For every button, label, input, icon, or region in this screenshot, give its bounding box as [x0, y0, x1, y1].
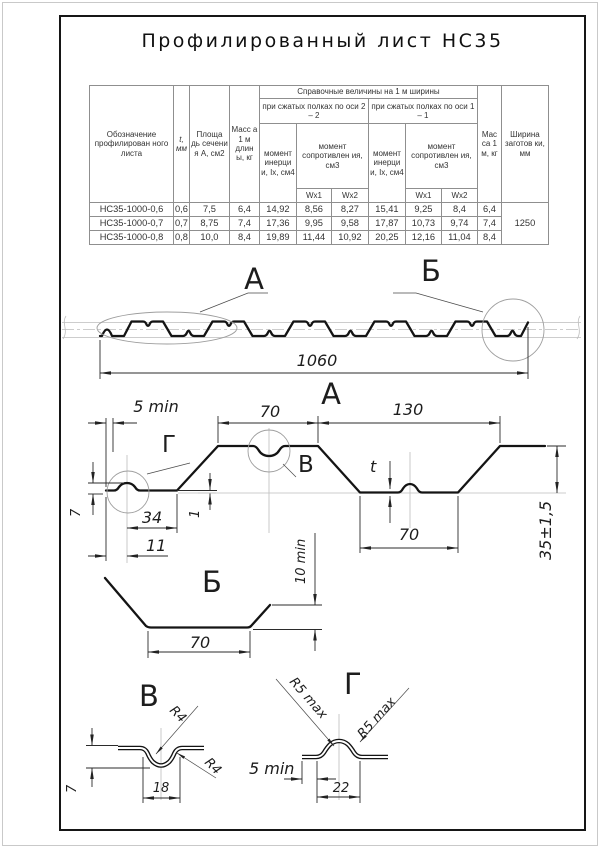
header-mass-1m: Мас са 1 м, кг: [477, 86, 501, 203]
callout-a-label: А: [244, 262, 264, 296]
header-resist-2-2: момент сопротивлен ия, см3: [296, 124, 368, 189]
radius-r4-labels: [156, 703, 224, 778]
svg-text:70: 70: [189, 633, 211, 652]
break-mark-right: [577, 316, 580, 339]
sheet-cross-section: [100, 322, 528, 337]
header-resist-1-1: момент сопротивлен ия, см3: [405, 124, 477, 189]
cell-designation: НС35-1000-0,8: [90, 231, 174, 245]
svg-text:5 min: 5 min: [249, 759, 295, 778]
dim-1-step: [177, 473, 217, 518]
header-inertia-1-1: момент инерци и, Ix, см4: [368, 124, 405, 203]
callout-v-label: В: [298, 452, 314, 478]
dim-34: [127, 494, 177, 533]
dim-5min-flat: [249, 759, 336, 803]
detail-b-profile: [105, 578, 270, 628]
svg-text:10 min: 10 min: [294, 538, 309, 584]
drawing-title: Профилированный лист НС35: [141, 30, 504, 52]
callout-b-label: Б: [421, 254, 441, 288]
cell-t: 0,7: [174, 217, 190, 231]
dim-7-groove-depth: [65, 728, 150, 793]
radius-r5-labels: [276, 675, 409, 746]
header-wx2-a: Wx2: [331, 189, 368, 203]
svg-text:7: 7: [65, 784, 80, 793]
dim-r5-left: R5 max: [285, 674, 330, 723]
dim-22-bump-width: [317, 761, 360, 803]
cell-wx1-11: 12,16: [405, 231, 441, 245]
cell-wx2-11: 9,74: [441, 217, 477, 231]
callout-v-leader: [283, 464, 296, 477]
cell-mass: 6,4: [229, 203, 259, 217]
cell-designation: НС35-1000-0,6: [90, 203, 174, 217]
overview-profile-view: [62, 254, 581, 379]
header-wx2-b: Wx2: [441, 189, 477, 203]
header-inertia-2-2: момент инерци и, Ix, см4: [259, 124, 296, 203]
cell-t: 0,6: [174, 203, 190, 217]
dim-height-35: [536, 446, 566, 560]
dim-r5-right: R5 max: [354, 694, 400, 742]
cell-wx1-22: 9,95: [296, 217, 331, 231]
cell-mass-1m: 6,4: [477, 203, 501, 217]
dim-r4-upper: R4: [166, 703, 190, 727]
cell-wx2-22: 8,27: [331, 203, 368, 217]
callout-g-leader: [147, 463, 190, 474]
cell-wx2-11: 11,04: [441, 231, 477, 245]
cell-mass-1m: 7,4: [477, 217, 501, 231]
cell-wx2-11: 8,4: [441, 203, 477, 217]
detail-a-view: [69, 377, 566, 563]
cell-wx2-22: 10,92: [331, 231, 368, 245]
header-blank-width: Ширина заготов ки, мм: [501, 86, 548, 203]
cell-designation: НС35-1000-0,7: [90, 217, 174, 231]
svg-text:34: 34: [141, 508, 163, 527]
detail-b-view: [105, 533, 322, 658]
header-thickness: t, мм: [174, 86, 190, 203]
header-axis-1-1: при сжатых полках по оси 1 – 1: [368, 99, 477, 124]
cell-mass: 8,4: [229, 231, 259, 245]
dim-70-valley: [148, 631, 250, 658]
dim-70-bottom-flange: [360, 496, 458, 553]
cell-area: 7,5: [189, 203, 229, 217]
svg-text:18: 18: [152, 781, 170, 796]
cell-ix22: 17,36: [259, 217, 296, 231]
svg-text:130: 130: [392, 400, 424, 419]
header-area: Площа дь сечени я А, см2: [189, 86, 229, 203]
header-designation: Обозначение профилирован ного листа: [90, 86, 174, 203]
cell-area: 10,0: [189, 231, 229, 245]
dim-11: [88, 497, 168, 561]
svg-text:1: 1: [188, 509, 203, 518]
cell-wx2-22: 9,58: [331, 217, 368, 231]
detail-v-title: В: [139, 679, 159, 713]
cell-ix22: 19,89: [259, 231, 296, 245]
svg-text:22: 22: [332, 781, 350, 796]
callout-b-leader: [393, 293, 483, 312]
detail-g-callout-circle: [107, 471, 149, 513]
dim-t-thickness: [370, 457, 390, 523]
detail-b-title: Б: [202, 565, 222, 599]
header-wx1-b: Wx1: [405, 189, 441, 203]
overall-width-dimension: [100, 327, 528, 379]
callout-g-label: Г: [162, 432, 177, 458]
svg-text:70: 70: [259, 402, 281, 421]
header-wx1-a: Wx1: [296, 189, 331, 203]
dim-130-between-ribs: [318, 400, 500, 443]
cell-ix11: 17,87: [368, 217, 405, 231]
dim-r4-lower: R4: [201, 755, 225, 779]
cell-mass-1m: 8,4: [477, 231, 501, 245]
detail-g-title: Г: [344, 667, 362, 701]
header-axis-2-2: при сжатых полках по оси 2 – 2: [259, 99, 368, 124]
break-mark-left: [63, 316, 66, 339]
dim-1060: 1060: [296, 351, 338, 370]
detail-g-view: [249, 667, 409, 803]
detail-a-title: А: [321, 377, 341, 411]
header-reference-values: Справочные величины на 1 м ширины: [259, 86, 477, 99]
cell-wx1-11: 9,25: [405, 203, 441, 217]
svg-text:70: 70: [398, 525, 420, 544]
svg-text:t: t: [370, 457, 377, 476]
cell-area: 8,75: [189, 217, 229, 231]
cell-wx1-22: 11,44: [296, 231, 331, 245]
cell-t: 0,8: [174, 231, 190, 245]
detail-v-view: [65, 679, 224, 803]
svg-text:5 min: 5 min: [133, 397, 179, 416]
cell-mass: 7,4: [229, 217, 259, 231]
svg-text:35±1,5: 35±1,5: [536, 500, 555, 560]
cell-ix22: 14,92: [259, 203, 296, 217]
cell-wx1-11: 10,73: [405, 217, 441, 231]
cell-blank-width: 1250: [501, 203, 548, 245]
cell-ix11: 20,25: [368, 231, 405, 245]
dim-70-top-flange: [218, 402, 318, 443]
svg-text:7: 7: [69, 508, 84, 517]
dim-10min-lip: [253, 533, 322, 651]
cell-ix11: 15,41: [368, 203, 405, 217]
svg-text:11: 11: [146, 536, 167, 555]
cell-wx1-22: 8,56: [296, 203, 331, 217]
header-mass-length: Масс а 1 м длин ы, кг: [229, 86, 259, 203]
